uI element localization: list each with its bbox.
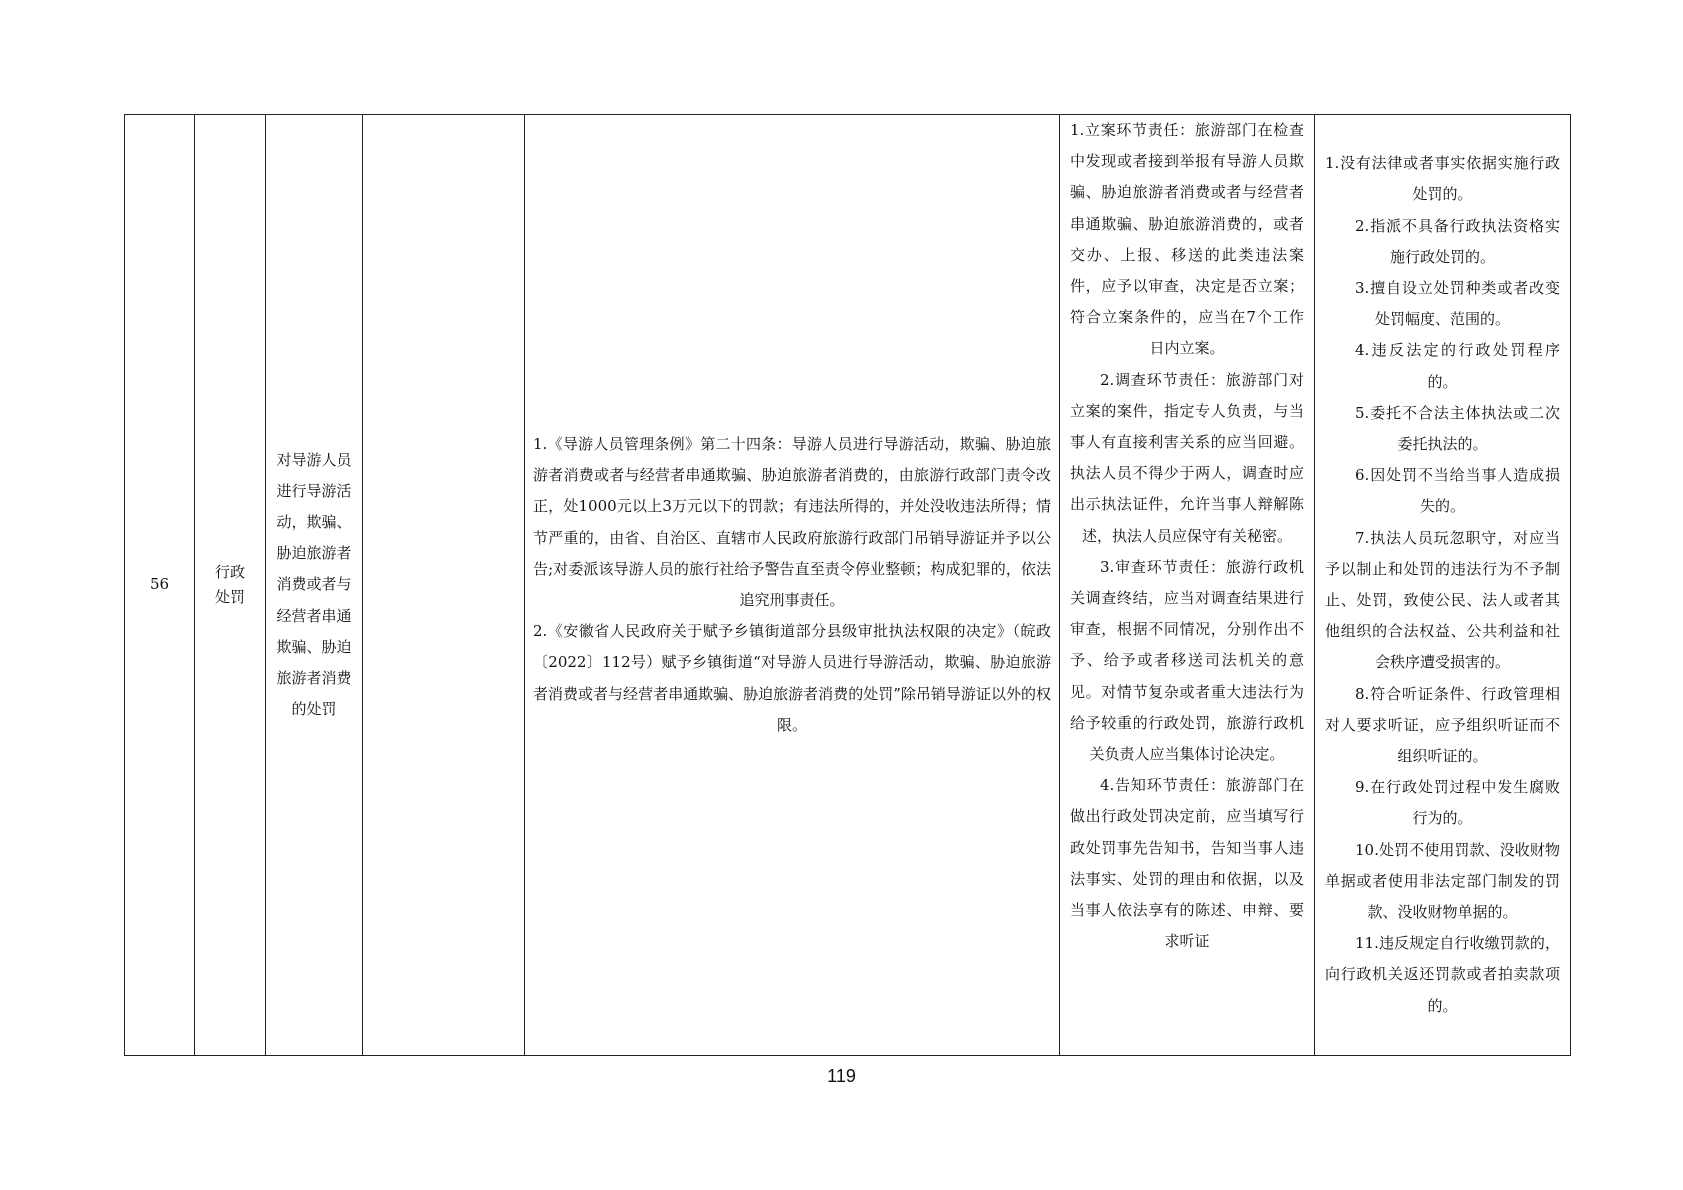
page-number: 119 <box>827 1066 856 1086</box>
accountability-item: 1.没有法律或者事实依据实施行政处罚的。 <box>1325 154 1560 204</box>
row-number: 56 <box>149 575 170 594</box>
accountability-list <box>1315 148 1570 1022</box>
accountability-item: 8.符合听证条件、行政管理相对人要求听证，应予组织听证而不组织听证的。 <box>1325 684 1560 766</box>
item-name: 对导游人员进行导游活动，欺骗、胁迫旅游者消费或者与经营者串通欺骗、胁迫旅游者消费的处罚 <box>276 450 352 719</box>
table-row <box>125 115 1571 1056</box>
accountability-item: 11.违反规定自行收缴罚款的，向行政机关返还罚款或者拍卖款项的。 <box>1325 934 1560 1015</box>
legal-basis-paragraph: 2.《安徽省人民政府关于赋予乡镇街道部分县级审批执法权限的决定》（皖政〔2022〕112号）赋予乡镇街道“对导游人员进行导游活动，欺骗、胁迫旅游者消费或者与经营者串通欺骗、胁迫旅游者消费的处罚”除吊销导游证以外的权限。 <box>533 622 1051 734</box>
item-code-cell <box>363 115 525 1056</box>
accountability-item: 3.擅自设立处罚种类或者改变处罚幅度、范围的。 <box>1355 278 1560 329</box>
accountability-item: 9.在行政处罚过程中发生腐败行为的。 <box>1355 778 1560 828</box>
item-name-cell <box>266 115 363 1056</box>
responsibility-item: 3.审查环节责任：旅游行政机关调查终结，应当对调查结果进行审查，根据不同情况，分别作出不予、给予或者移送司法机关的意见。对情节复杂或者重大违法行为给予较重的行政处罚，旅游行政机关负责人应当集体讨论决定。 <box>1070 557 1304 764</box>
legal-basis <box>525 429 1059 741</box>
row-number-cell <box>125 115 195 1056</box>
accountability-item: 10.处罚不使用罚款、没收财物单据或者使用非法定部门制发的罚款、没收财物单据的。 <box>1325 840 1560 922</box>
responsibility-list <box>1060 115 1314 1055</box>
responsibility-item: 1.立案环节责任：旅游部门在检查中发现或者接到举报有导游人员欺骗、胁迫旅游者消费或者与经营者串通欺骗、胁迫旅游消费的，或者交办、上报、移送的此类违法案件，应予以审查，决定是否立案；符合立案条件的，应当在7个工作日内立案。 <box>1070 121 1304 358</box>
responsibility-cell <box>1060 115 1315 1056</box>
responsibility-item: 2.调查环节责任：旅游部门对立案的案件，指定专人负责，与当事人有直接利害关系的应当回避。执法人员不得少于两人，调查时应出示执法证件，允许当事人辩解陈述，执法人员应保守有关秘密。 <box>1070 370 1304 545</box>
accountability-item: 4.违反法定的行政处罚程序的。 <box>1355 341 1560 391</box>
accountability-item: 6.因处罚不当给当事人造成损失的。 <box>1355 466 1560 516</box>
legal-basis-paragraph: 1.《导游人员管理条例》第二十四条：导游人员进行导游活动，欺骗、胁迫旅游者消费或者与经营者串通欺骗、胁迫旅游者消费的，由旅游行政部门责令改正，处1000元以上3万元以下的罚款；有违法所得的，并处没收违法所得；情节严重的，由省、自治区、直辖市人民政府旅游行政部门吊销导游证并予以公告;对委派该导游人员的旅行社给予警告直至责令停业整顿；构成犯罪的，依法追究刑事责任。 <box>533 434 1051 609</box>
legal-basis-cell <box>525 115 1060 1056</box>
accountability-item: 7.执法人员玩忽职守，对应当予以制止和处罚的违法行为不予制止、处罚，致使公民、法人或者其他组织的合法权益、公共利益和社会秩序遭受损害的。 <box>1325 528 1560 672</box>
power-list-table <box>124 114 1571 1056</box>
power-type: 行政处罚 <box>214 563 245 606</box>
accountability-item: 5.委托不合法主体执法或二次委托执法的。 <box>1355 403 1560 453</box>
accountability-item: 2.指派不具备行政执法资格实施行政处罚的。 <box>1355 216 1560 266</box>
power-type-cell <box>195 115 266 1056</box>
accountability-cell <box>1315 115 1571 1056</box>
responsibility-item: 4.告知环节责任：旅游部门在做出行政处罚决定前，应当填写行政处罚事先告知书，告知当事人违法事实、处罚的理由和依据，以及当事人依法享有的陈述、申辩、要求听证 <box>1070 776 1304 951</box>
